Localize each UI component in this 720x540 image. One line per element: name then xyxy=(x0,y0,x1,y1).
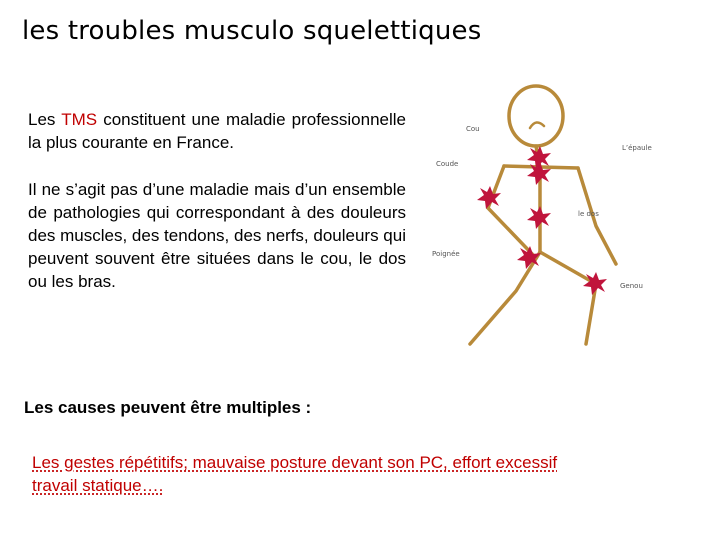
right-leg xyxy=(540,252,596,344)
left-arm xyxy=(488,166,536,258)
causes-line-2: travail statique…. xyxy=(32,476,164,495)
label-genou: Genou xyxy=(620,282,643,290)
tms-paragraph-prefix: Les xyxy=(28,110,62,129)
slide-title: les troubles musculo squelettiques xyxy=(22,16,482,46)
tms-paragraph xyxy=(28,108,406,154)
label-epaule: L’épaule xyxy=(622,144,652,152)
pain-markers xyxy=(477,146,607,295)
label-dos: le dos xyxy=(578,210,599,218)
causes-line-1: Les gestes répétitifs; mauvaise posture devant son PC, effort excessif xyxy=(32,453,558,472)
definition-paragraph: Il ne s’agit pas d’une maladie mais d’un ensemble de pathologies qui correspondant à des douleurs des muscles, des tendons, des nerfs, douleurs qui peuvent souvent être situées dans le cou, le dos ou les bras. xyxy=(28,180,406,291)
mouth xyxy=(530,122,544,128)
causes-examples xyxy=(32,451,672,497)
causes-heading: Les causes peuvent être multiples : xyxy=(24,398,312,417)
label-cou: Cou xyxy=(466,125,480,133)
label-coude: Coude xyxy=(436,160,459,168)
stick-figure-illustration xyxy=(418,76,690,352)
stick-figure-svg xyxy=(418,76,690,352)
left-leg xyxy=(470,252,540,344)
tms-paragraph-text: constituent une maladie professionnelle la plus courante en France. xyxy=(28,110,406,152)
label-poignee: Poignée xyxy=(432,250,460,258)
tms-acronym: TMS xyxy=(61,110,98,129)
head xyxy=(509,86,563,146)
